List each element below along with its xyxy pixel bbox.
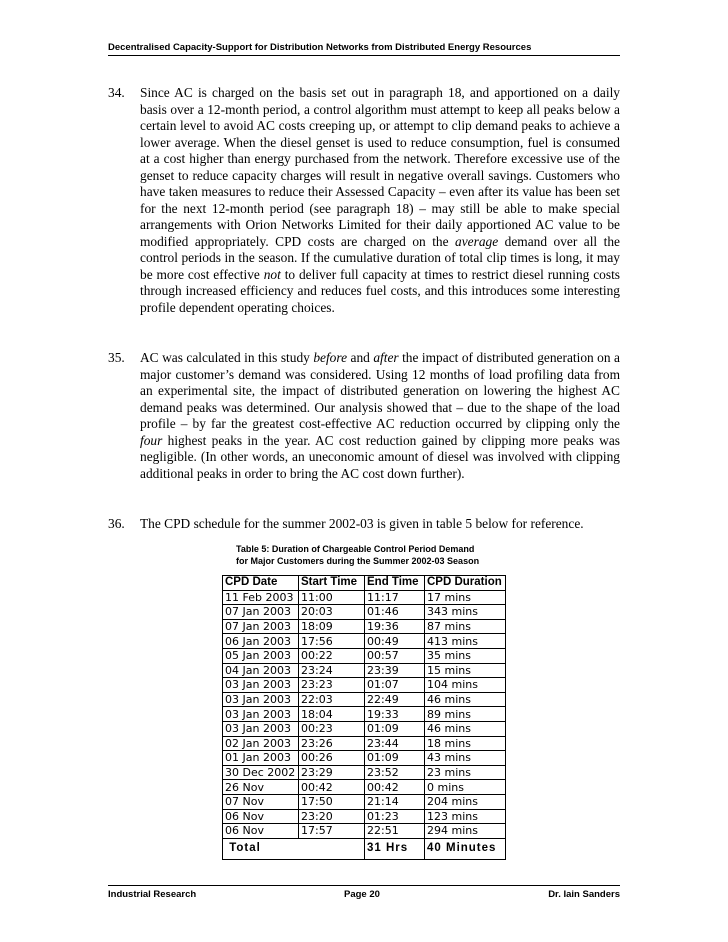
duration-cell: 23 mins [425, 765, 506, 780]
end-time-cell: 01:23 [365, 809, 425, 824]
table-caption [236, 543, 536, 567]
end-time-cell: 00:57 [365, 648, 425, 663]
end-time-cell: 21:14 [365, 794, 425, 809]
text-run: to deliver full capacity at times to restrict diesel running costs through increased efficiency and reduces fuel costs, and this introduces some interesting profile dependent operating choices. [140, 266, 620, 315]
end-time-cell: 22:51 [365, 824, 425, 839]
paragraph-number: 35. [108, 350, 125, 365]
start-time-cell: 00:22 [299, 648, 365, 663]
duration-cell: 413 mins [425, 634, 506, 649]
paragraph-text [140, 516, 620, 533]
start-time-cell: 23:20 [299, 809, 365, 824]
duration-cell: 0 mins [425, 780, 506, 795]
start-time-cell: 18:09 [299, 619, 365, 634]
duration-cell: 204 mins [425, 794, 506, 809]
paragraph-number: 36. [108, 516, 125, 531]
cpd-date-cell: 07 Jan 2003 [223, 619, 299, 634]
cpd-date-cell: 06 Nov [223, 824, 299, 839]
cpd-schedule-table [222, 575, 506, 860]
table-row [223, 648, 506, 663]
end-time-cell: 01:09 [365, 751, 425, 766]
header-end-time: End Time [365, 576, 425, 591]
footer-author: Dr. Iain Sanders [548, 889, 620, 900]
start-time-cell: 00:26 [299, 751, 365, 766]
end-time-cell: 23:52 [365, 765, 425, 780]
cpd-date-cell: 06 Jan 2003 [223, 634, 299, 649]
duration-cell: 15 mins [425, 663, 506, 678]
duration-cell: 343 mins [425, 605, 506, 620]
emphasis-text: average [455, 233, 499, 249]
duration-cell: 43 mins [425, 751, 506, 766]
table-row [223, 663, 506, 678]
cpd-date-cell: 02 Jan 2003 [223, 736, 299, 751]
end-time-cell: 19:36 [365, 619, 425, 634]
table-row [223, 809, 506, 824]
start-time-cell: 22:03 [299, 692, 365, 707]
cpd-date-cell: 07 Jan 2003 [223, 605, 299, 620]
end-time-cell: 01:46 [365, 605, 425, 620]
cpd-date-cell: 05 Jan 2003 [223, 648, 299, 663]
emphasis-text: not [263, 266, 281, 282]
duration-cell: 46 mins [425, 692, 506, 707]
emphasis-text: four [140, 432, 163, 448]
start-time-cell: 17:57 [299, 824, 365, 839]
start-time-cell: 00:23 [299, 721, 365, 736]
cpd-date-cell: 03 Jan 2003 [223, 692, 299, 707]
end-time-cell: 23:39 [365, 663, 425, 678]
table-row [223, 780, 506, 795]
page-header [108, 42, 620, 56]
header-title: Decentralised Capacity-Support for Distribution Networks from Distributed Energy Resources [108, 42, 532, 53]
header-cpd-duration: CPD Duration [425, 576, 506, 591]
table-row [223, 721, 506, 736]
start-time-cell: 00:42 [299, 780, 365, 795]
text-run: the impact of distributed generation on a major customer’s demand was considered. Using 12 months of load profiling data from an experimental site, the impact of distributed generation on lowering the highest AC demand peaks was determined. Our analysis showed that – due to the shape of the load profile – by far the greatest cost-effective AC reduction occurred by clipping only the [140, 350, 620, 431]
text-run: and [347, 350, 374, 365]
table-header-row [223, 576, 506, 591]
cpd-date-cell: 01 Jan 2003 [223, 751, 299, 766]
table-row [223, 678, 506, 693]
start-time-cell: 11:00 [299, 590, 365, 605]
end-time-cell: 00:49 [365, 634, 425, 649]
text-run: demand over all the control periods in the season. If the cumulative duration of total clip times is long, it may be more cost effective [140, 233, 620, 282]
text-run: AC was calculated in this study [140, 350, 314, 365]
table-total-row [223, 838, 506, 859]
text-run: The CPD schedule for the summer 2002-03 is given in table 5 below for reference. [140, 516, 584, 531]
duration-cell: 17 mins [425, 590, 506, 605]
paragraph-number: 34. [108, 85, 125, 100]
page-footer [108, 885, 620, 900]
table-row [223, 765, 506, 780]
table-row [223, 707, 506, 722]
table-row [223, 736, 506, 751]
text-run: highest peaks in the year. AC cost reduction gained by clipping more peaks was negligible. (In other words, an uneconomic amount of diesel was involved with clipping additional peaks in order to bring the AC cost down further). [140, 432, 620, 481]
text-run: Since AC is charged on the basis set out in paragraph 18, and apportioned on a daily basis over a 12-month period, a control algorithm must attempt to keep all peaks below a certain level to avoid AC costs creeping up, or attempt to clip demand peaks to achieve a lower average. When the diesel genset is used to reduce consumption, fuel is consumed at a cost higher than energy purchased from the network. Therefore excessive use of the genset to reduce capacity charges will result in negative overall savings. Customers who have taken measures to reduce their Assessed Capacity – even after its value has been set for the next 12-month period (see paragraph 18) – may still be able to make special arrangements with Orion Networks Limited for their daily apportioned AC value to be modified appropriately. CPD costs are charged on the [140, 85, 620, 249]
cpd-date-cell: 03 Jan 2003 [223, 707, 299, 722]
duration-cell: 35 mins [425, 648, 506, 663]
caption-line-1: Table 5: Duration of Chargeable Control Period Demand [236, 544, 475, 554]
header-start-time: Start Time [299, 576, 365, 591]
duration-cell: 89 mins [425, 707, 506, 722]
cpd-date-cell: 11 Feb 2003 [223, 590, 299, 605]
cpd-date-cell: 04 Jan 2003 [223, 663, 299, 678]
cpd-date-cell: 03 Jan 2003 [223, 678, 299, 693]
table-row [223, 751, 506, 766]
total-hours: 31 Hrs [365, 838, 425, 859]
duration-cell: 87 mins [425, 619, 506, 634]
caption-line-2: for Major Customers during the Summer 2002-03 Season [236, 556, 480, 566]
end-time-cell: 01:07 [365, 678, 425, 693]
start-time-cell: 23:26 [299, 736, 365, 751]
start-time-cell: 23:23 [299, 678, 365, 693]
paragraph-35 [108, 350, 620, 482]
start-time-cell: 18:04 [299, 707, 365, 722]
emphasis-text: after [373, 350, 399, 365]
duration-cell: 46 mins [425, 721, 506, 736]
duration-cell: 18 mins [425, 736, 506, 751]
total-label: Total [223, 838, 365, 859]
table-row [223, 590, 506, 605]
footer-organisation: Industrial Research [108, 889, 197, 900]
footer-page-number: Page 20 [344, 889, 380, 900]
start-time-cell: 20:03 [299, 605, 365, 620]
table-row [223, 634, 506, 649]
end-time-cell: 01:09 [365, 721, 425, 736]
table-body [223, 590, 506, 838]
table-row [223, 619, 506, 634]
paragraph-text [140, 85, 620, 316]
end-time-cell: 22:49 [365, 692, 425, 707]
end-time-cell: 00:42 [365, 780, 425, 795]
table-row [223, 605, 506, 620]
paragraph-36 [108, 516, 620, 533]
cpd-date-cell: 07 Nov [223, 794, 299, 809]
start-time-cell: 17:50 [299, 794, 365, 809]
table-row [223, 794, 506, 809]
table-row [223, 692, 506, 707]
paragraph-text [140, 350, 620, 482]
cpd-date-cell: 26 Nov [223, 780, 299, 795]
emphasis-text: before [313, 350, 348, 365]
cpd-date-cell: 30 Dec 2002 [223, 765, 299, 780]
start-time-cell: 17:56 [299, 634, 365, 649]
total-minutes: 40 Minutes [425, 838, 506, 859]
end-time-cell: 23:44 [365, 736, 425, 751]
start-time-cell: 23:24 [299, 663, 365, 678]
cpd-date-cell: 03 Jan 2003 [223, 721, 299, 736]
table-row [223, 824, 506, 839]
end-time-cell: 11:17 [365, 590, 425, 605]
end-time-cell: 19:33 [365, 707, 425, 722]
duration-cell: 104 mins [425, 678, 506, 693]
cpd-date-cell: 06 Nov [223, 809, 299, 824]
paragraph-34 [108, 85, 620, 316]
start-time-cell: 23:29 [299, 765, 365, 780]
duration-cell: 294 mins [425, 824, 506, 839]
header-cpd-date: CPD Date [223, 576, 299, 591]
duration-cell: 123 mins [425, 809, 506, 824]
